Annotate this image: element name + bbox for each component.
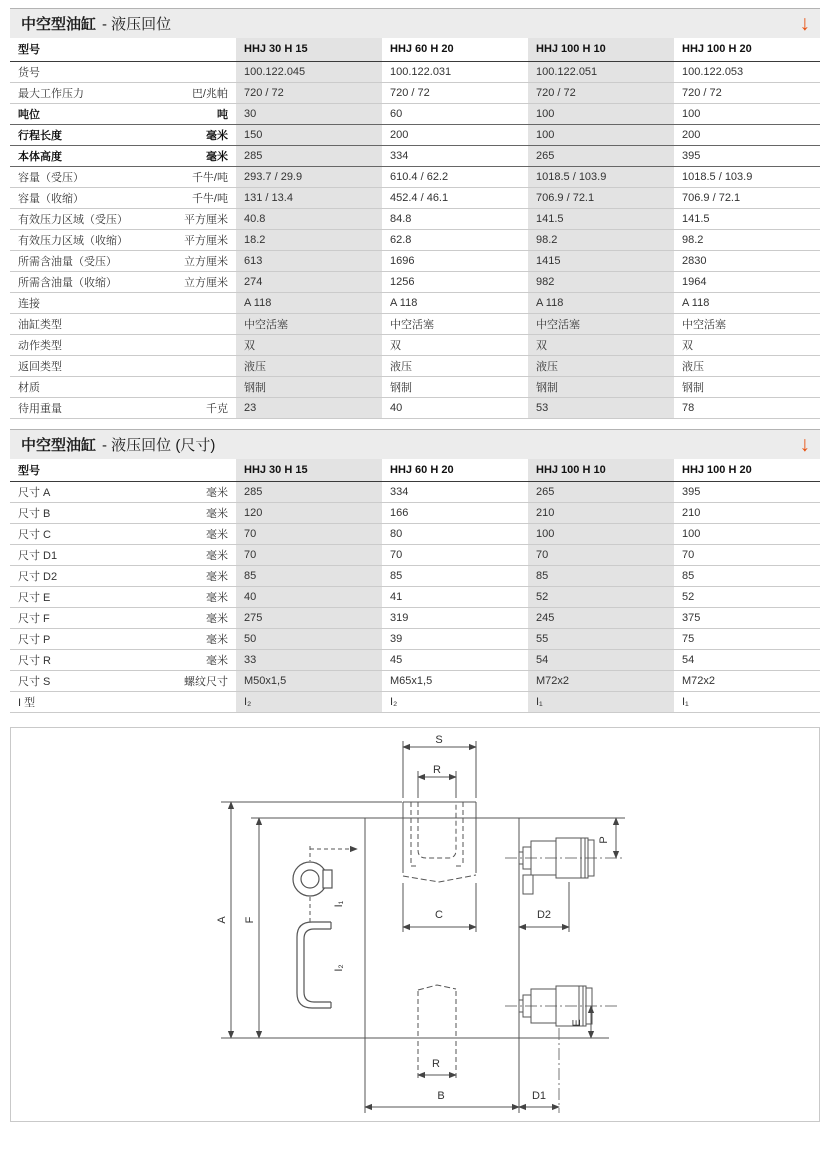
row-label-cell — [10, 503, 236, 524]
value-cell: 54 — [682, 654, 695, 666]
section-subtitle: - 液压回位 (尺寸) — [102, 436, 216, 454]
value-cell: 33 — [236, 650, 382, 671]
value-cell: I₂ — [390, 696, 398, 708]
value-cell: 中空活塞 — [682, 318, 726, 331]
value-cell: 141.5 — [682, 212, 710, 225]
row-label — [18, 148, 228, 164]
row-label-text: I 型 — [18, 697, 36, 709]
row-label — [18, 673, 228, 689]
row-label-text: 行程长度 — [18, 129, 62, 142]
value-cell: 1018.5 / 103.9 — [682, 170, 753, 183]
row-label-cell — [10, 334, 236, 355]
value-cell: 100.122.053 — [682, 65, 744, 78]
value-cell: 85 — [682, 570, 695, 582]
row-label-text: 所需含油量（受压） — [18, 255, 117, 268]
row-label-text: 动作类型 — [18, 339, 62, 352]
table-row — [10, 124, 820, 145]
value-cell: M65x1,5 — [390, 675, 433, 687]
value-cell: M72x2 — [682, 675, 716, 687]
value-cell: 52 — [528, 587, 674, 608]
row-label-cell — [10, 566, 236, 587]
row-label-cell — [10, 397, 236, 418]
value-cell: 85 — [390, 570, 403, 582]
row-label-text: 尺寸 F — [18, 613, 50, 625]
row-label — [18, 253, 228, 269]
row-label-text: 货号 — [18, 66, 40, 79]
value-cell: 钢制 — [682, 381, 704, 394]
row-label-text: 有效压力区域（受压） — [18, 213, 128, 226]
value-cell: 45 — [390, 654, 403, 666]
row-label-cell — [10, 355, 236, 376]
row-label-text: 所需含油量（收缩） — [18, 276, 117, 289]
row-label-cell — [10, 271, 236, 292]
row-label — [18, 85, 228, 101]
table-row — [10, 482, 820, 503]
value-cell: 982 — [528, 271, 674, 292]
value-cell: 613 — [236, 250, 382, 271]
lifting-eye — [293, 846, 357, 924]
value-cell: A 118 — [682, 296, 710, 309]
value-cell: 钢制 — [236, 376, 382, 397]
section-title: 中空型油缸 — [21, 16, 97, 33]
value-cell: 70 — [390, 549, 403, 561]
value-cell: 131 / 13.4 — [236, 187, 382, 208]
value-cell: 100 — [528, 103, 674, 124]
row-label — [18, 400, 228, 416]
value-cell: 70 — [682, 549, 695, 561]
row-label-cell — [10, 124, 236, 145]
dimension-diagram — [11, 728, 819, 1121]
value-cell: 钢制 — [528, 376, 674, 397]
table-row — [10, 292, 820, 313]
dimension-diagram-panel — [10, 727, 820, 1122]
row-unit: 立方厘米 — [184, 255, 228, 268]
value-cell: 100 — [682, 107, 701, 120]
row-label-cell — [10, 376, 236, 397]
row-unit: 千牛/吨 — [191, 192, 228, 205]
table-row — [10, 334, 820, 355]
row-unit: 巴/兆帕 — [191, 87, 228, 100]
value-cell: 75 — [682, 633, 695, 645]
value-cell: 166 — [390, 507, 409, 519]
value-cell: 双 — [236, 334, 382, 355]
value-cell: 100 — [528, 124, 674, 145]
row-unit: 平方厘米 — [184, 213, 228, 226]
value-cell: 中空活塞 — [390, 318, 434, 331]
value-cell: A 118 — [236, 292, 382, 313]
value-cell: 40.8 — [236, 208, 382, 229]
value-cell: 395 — [682, 149, 701, 162]
row-label-text: 尺寸 S — [18, 676, 51, 688]
value-cell: I₁ — [682, 696, 689, 708]
dim-label-i1: I₁ — [333, 900, 345, 908]
row-label — [18, 232, 228, 248]
row-label-cell — [10, 208, 236, 229]
row-label-text: 本体高度 — [18, 150, 62, 163]
spec-table-section — [10, 8, 820, 419]
row-label — [18, 274, 228, 290]
row-label-cell — [10, 524, 236, 545]
row-unit: 毫米 — [206, 613, 228, 625]
row-unit: 立方厘米 — [184, 276, 228, 289]
value-cell: 41 — [390, 591, 403, 603]
value-cell: 60 — [390, 107, 403, 120]
row-label-text: 连接 — [18, 297, 40, 310]
coupler-top — [505, 838, 623, 894]
table-row — [10, 355, 820, 376]
dim-label-a: A — [216, 916, 228, 924]
row-label-cell — [10, 166, 236, 187]
column-header: HHJ 30 H 15 — [236, 38, 382, 61]
value-cell: 120 — [236, 503, 382, 524]
table-row — [10, 229, 820, 250]
row-unit: 千克 — [206, 402, 228, 415]
row-unit: 毫米 — [206, 571, 228, 583]
row-label-cell — [10, 545, 236, 566]
row-label — [18, 652, 228, 668]
row-unit: 毫米 — [206, 655, 228, 667]
value-cell: 265 — [528, 482, 674, 503]
row-label-cell — [10, 671, 236, 692]
value-cell: 30 — [236, 103, 382, 124]
value-cell: 319 — [390, 612, 409, 624]
row-label — [18, 358, 228, 374]
row-label — [18, 316, 228, 332]
value-cell: 70 — [236, 524, 382, 545]
value-cell: A 118 — [528, 292, 674, 313]
value-cell: 23 — [236, 397, 382, 418]
row-label — [18, 295, 228, 311]
row-label-cell — [10, 82, 236, 103]
row-label-text: 尺寸 B — [18, 508, 51, 520]
value-cell: I₁ — [528, 692, 674, 713]
row-label-text: 尺寸 R — [18, 655, 51, 667]
row-label — [18, 211, 228, 227]
value-cell: 2830 — [682, 254, 707, 267]
carry-handle — [297, 922, 331, 1008]
row-label — [18, 505, 228, 521]
row-label — [18, 64, 228, 80]
value-cell: 双 — [528, 334, 674, 355]
row-label-cell — [10, 482, 236, 503]
dim-label-s: S — [435, 734, 443, 746]
value-cell: 200 — [682, 128, 701, 141]
table-row — [10, 271, 820, 292]
row-label — [18, 190, 228, 206]
row-label-cell — [10, 629, 236, 650]
dimensions-table — [10, 459, 820, 714]
section-title-bar — [10, 429, 820, 459]
orange-down-arrow-icon[interactable]: ↓ — [799, 12, 810, 35]
row-label-text: 尺寸 E — [18, 592, 51, 604]
value-cell: 18.2 — [236, 229, 382, 250]
dim-label-r-top: R — [433, 764, 441, 776]
table-row — [10, 692, 820, 713]
row-label-text: 容量（受压） — [18, 171, 84, 184]
row-label-cell — [10, 61, 236, 82]
row-label-text: 尺寸 P — [18, 634, 51, 646]
value-cell: 285 — [236, 482, 382, 503]
table-row — [10, 629, 820, 650]
dim-label-d2: D2 — [536, 909, 552, 921]
value-cell: 70 — [528, 545, 674, 566]
value-cell: 双 — [682, 339, 693, 352]
value-cell: 钢制 — [390, 381, 412, 394]
cylinder-body — [221, 802, 625, 1113]
value-cell: 40 — [236, 587, 382, 608]
value-cell: 274 — [236, 271, 382, 292]
table-row — [10, 376, 820, 397]
column-header: HHJ 100 H 20 — [682, 463, 752, 476]
table-row — [10, 608, 820, 629]
dimensions-table-section — [10, 429, 820, 714]
row-label-cell — [10, 650, 236, 671]
value-cell: 中空活塞 — [236, 313, 382, 334]
row-label-text: 待用重量 — [18, 402, 62, 415]
column-header: HHJ 100 H 20 — [682, 43, 752, 56]
table-row — [10, 566, 820, 587]
value-cell: 245 — [528, 608, 674, 629]
value-cell: 100.122.031 — [390, 65, 452, 78]
row-unit: 千牛/吨 — [191, 171, 228, 184]
value-cell: 720 / 72 — [682, 86, 722, 99]
value-cell: 200 — [390, 128, 409, 141]
value-cell: 1415 — [528, 250, 674, 271]
value-cell: 100 — [682, 528, 701, 540]
row-label-text: 尺寸 D2 — [18, 571, 58, 583]
value-cell: 610.4 / 62.2 — [390, 170, 449, 183]
value-cell: 100.122.045 — [236, 61, 382, 82]
header-row — [10, 459, 820, 482]
row-label-cell — [10, 608, 236, 629]
row-unit: 吨 — [217, 108, 228, 121]
piston-saddle — [403, 802, 476, 882]
row-unit: 毫米 — [206, 550, 228, 562]
value-cell: 720 / 72 — [528, 82, 674, 103]
row-label-cell — [10, 229, 236, 250]
value-cell: 98.2 — [528, 229, 674, 250]
row-label — [18, 568, 228, 584]
table-row — [10, 545, 820, 566]
row-label-text: 吨位 — [18, 108, 40, 121]
value-cell: 52 — [682, 591, 695, 603]
value-cell: 50 — [236, 629, 382, 650]
specs-table — [10, 38, 820, 419]
row-label — [18, 589, 228, 605]
table-row — [10, 103, 820, 124]
row-label-text: 尺寸 D1 — [18, 550, 58, 562]
row-label-text: 尺寸 C — [18, 529, 51, 541]
value-cell: 375 — [682, 612, 701, 624]
row-unit: 毫米 — [206, 592, 228, 604]
row-label-text: 油缸类型 — [18, 318, 62, 331]
table-row — [10, 671, 820, 692]
row-label-text: 尺寸 A — [18, 487, 51, 499]
value-cell: 液压 — [682, 360, 704, 373]
value-cell: 液压 — [390, 360, 412, 373]
table-row — [10, 313, 820, 334]
value-cell: 275 — [236, 608, 382, 629]
row-label — [18, 526, 228, 542]
table-row — [10, 250, 820, 271]
row-label-text: 返回类型 — [18, 360, 62, 373]
value-cell: 40 — [390, 401, 403, 414]
table-row — [10, 650, 820, 671]
row-label — [18, 337, 228, 353]
value-cell: 285 — [236, 145, 382, 166]
value-cell: 150 — [236, 124, 382, 145]
value-cell: 141.5 — [528, 208, 674, 229]
value-cell: 334 — [390, 149, 409, 162]
table-row — [10, 82, 820, 103]
row-label — [18, 379, 228, 395]
value-cell: 452.4 / 46.1 — [390, 191, 449, 204]
model-header: 型号 — [18, 44, 40, 57]
value-cell: 1256 — [390, 275, 415, 288]
dimension-lines — [231, 741, 616, 1107]
row-label-cell — [10, 587, 236, 608]
value-cell: 80 — [390, 528, 403, 540]
value-cell: 98.2 — [682, 233, 704, 246]
column-header: HHJ 30 H 15 — [236, 459, 382, 482]
value-cell: 100 — [528, 524, 674, 545]
value-cell: 55 — [528, 629, 674, 650]
value-cell: 1964 — [682, 275, 707, 288]
column-header: HHJ 60 H 20 — [390, 43, 454, 56]
value-cell: 62.8 — [390, 233, 412, 246]
dim-label-i2: I₂ — [333, 964, 345, 972]
coupler-bottom — [505, 986, 617, 1113]
value-cell: 706.9 / 72.1 — [682, 191, 741, 204]
row-label — [18, 547, 228, 563]
row-label — [18, 484, 228, 500]
table-row — [10, 166, 820, 187]
row-label — [18, 631, 228, 647]
value-cell: 78 — [682, 401, 695, 414]
row-label-text: 材质 — [18, 381, 40, 394]
row-label — [18, 694, 228, 710]
row-unit: 毫米 — [206, 508, 228, 520]
value-cell: A 118 — [390, 296, 418, 309]
value-cell: 39 — [390, 633, 403, 645]
value-cell: 53 — [528, 397, 674, 418]
value-cell: 720 / 72 — [390, 86, 430, 99]
row-unit: 毫米 — [206, 529, 228, 541]
row-unit: 螺纹尺寸 — [184, 676, 228, 688]
value-cell: 395 — [682, 486, 701, 498]
value-cell: 70 — [236, 545, 382, 566]
value-cell: 1018.5 / 103.9 — [528, 166, 674, 187]
value-cell: 54 — [528, 650, 674, 671]
column-header: HHJ 100 H 10 — [528, 459, 674, 482]
model-header: 型号 — [18, 464, 40, 477]
row-label-cell — [10, 187, 236, 208]
row-unit: 毫米 — [206, 129, 228, 142]
value-cell: M72x2 — [528, 671, 674, 692]
value-cell: 100.122.051 — [528, 61, 674, 82]
row-label-cell — [10, 103, 236, 124]
table-row — [10, 503, 820, 524]
orange-down-arrow-icon[interactable]: ↓ — [799, 432, 810, 456]
row-label-text: 有效压力区域（收缩） — [18, 234, 128, 247]
table-row — [10, 524, 820, 545]
row-label-text: 最大工作压力 — [18, 87, 84, 100]
row-unit: 毫米 — [206, 634, 228, 646]
section-title-bar — [10, 8, 820, 38]
row-label — [18, 127, 228, 143]
row-label — [18, 169, 228, 185]
value-cell: 液压 — [236, 355, 382, 376]
row-label-cell — [10, 145, 236, 166]
row-label-text: 容量（收缩） — [18, 192, 84, 205]
value-cell: 210 — [682, 507, 701, 519]
table-row — [10, 145, 820, 166]
row-unit: 平方厘米 — [184, 234, 228, 247]
value-cell: 中空活塞 — [528, 313, 674, 334]
dim-label-f: F — [244, 916, 256, 924]
table-row — [10, 61, 820, 82]
row-label — [18, 106, 228, 122]
column-header: HHJ 100 H 10 — [528, 38, 674, 61]
table-row — [10, 587, 820, 608]
value-cell: I₂ — [236, 692, 382, 713]
value-cell: 液压 — [528, 355, 674, 376]
dim-label-r-bottom: R — [432, 1058, 440, 1070]
value-cell: 85 — [236, 566, 382, 587]
value-cell: 720 / 72 — [236, 82, 382, 103]
value-cell: M50x1,5 — [236, 671, 382, 692]
table-row — [10, 397, 820, 418]
value-cell: 85 — [528, 566, 674, 587]
value-cell: 293.7 / 29.9 — [236, 166, 382, 187]
column-header: HHJ 60 H 20 — [390, 463, 454, 476]
value-cell: 265 — [528, 145, 674, 166]
section-subtitle: - 液压回位 — [102, 16, 172, 33]
table-row — [10, 187, 820, 208]
row-unit: 毫米 — [206, 150, 228, 163]
dim-label-b: B — [437, 1090, 445, 1102]
value-cell: 706.9 / 72.1 — [528, 187, 674, 208]
section-title: 中空型油缸 — [21, 436, 97, 454]
table-row — [10, 208, 820, 229]
dim-label-d1: D1 — [531, 1090, 547, 1102]
dim-label-e: E — [571, 1019, 583, 1027]
value-cell: 210 — [528, 503, 674, 524]
row-unit: 毫米 — [206, 487, 228, 499]
value-cell: 84.8 — [390, 212, 412, 225]
dim-label-c: C — [435, 909, 443, 921]
dim-label-p: P — [598, 836, 610, 844]
row-label-cell — [10, 292, 236, 313]
value-cell: 双 — [390, 339, 401, 352]
dimension-labels — [216, 734, 610, 1102]
row-label-cell — [10, 313, 236, 334]
value-cell: 1696 — [390, 254, 415, 267]
header-row — [10, 38, 820, 61]
row-label-cell — [10, 250, 236, 271]
row-label — [18, 610, 228, 626]
value-cell: 334 — [390, 486, 409, 498]
row-label-cell — [10, 692, 236, 713]
